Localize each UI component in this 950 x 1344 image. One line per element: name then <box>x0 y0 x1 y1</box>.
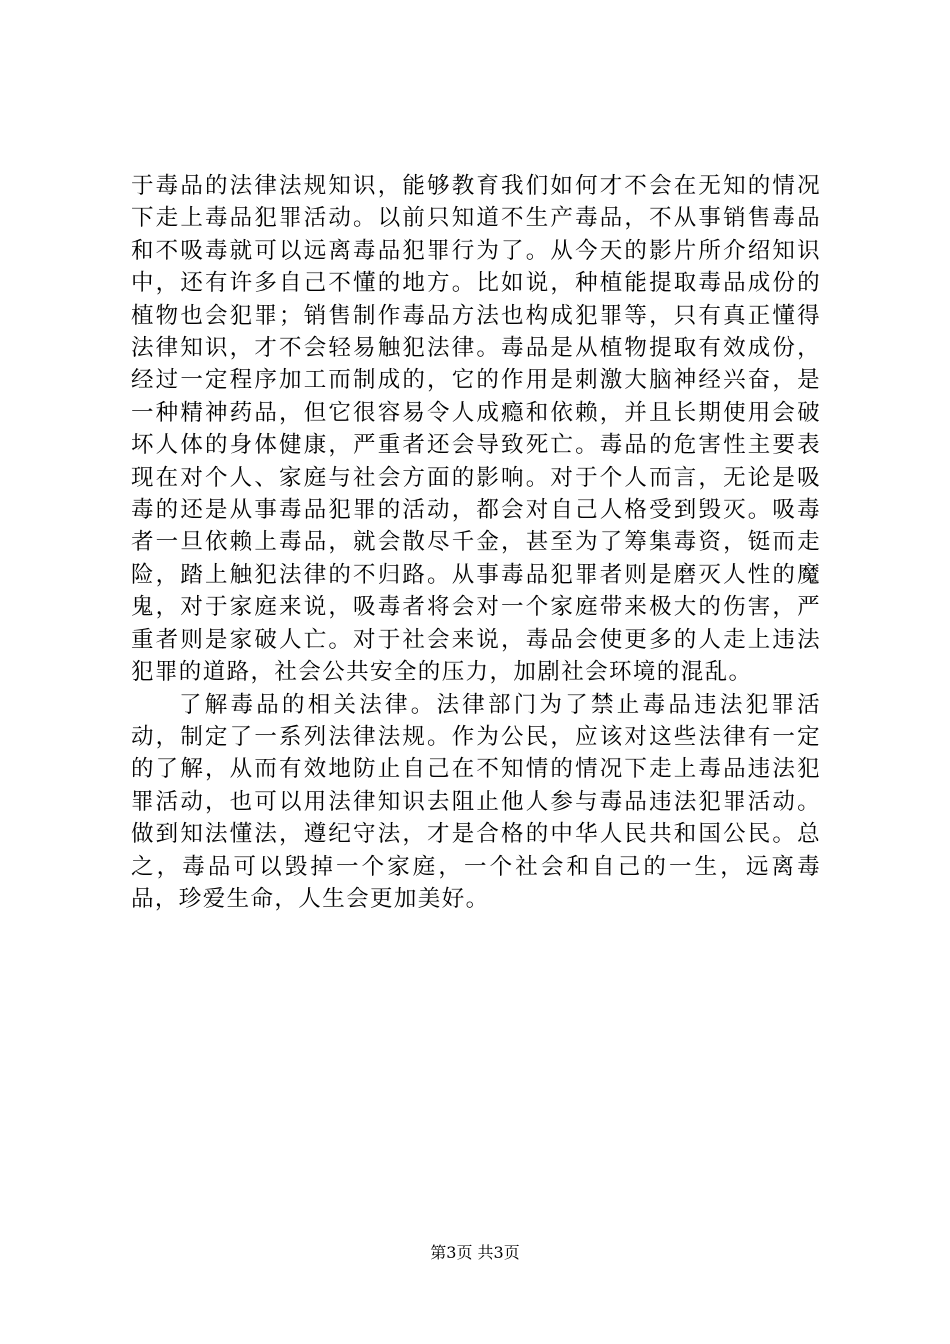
document-body <box>131 170 821 915</box>
paragraph-drug-harms: 于毒品的法律法规知识，能够教育我们如何才不会在无知的情况下走上毒品犯罪活动。以前只知道不生产毒品，不从事销售毒品和不吸毒就可以远离毒品犯罪行为了。从今天的影片所介绍知识中，还有许多自己不懂的地方。比如说，种植能提取毒品成份的植物也会犯罪；销售制作毒品方法也构成犯罪等，只有真正懂得法律知识，才不会轻易触犯法律。毒品是从植物提取有效成份，经过一定程序加工而制成的，它的作用是刺激大脑神经兴奋，是一种精神药品，但它很容易令人成瘾和依赖，并且长期使用会破坏人体的身体健康，严重者还会导致死亡。毒品的危害性主要表现在对个人、家庭与社会方面的影响。对于个人而言，无论是吸毒的还是从事毒品犯罪的活动，都会对自己人格受到毁灭。吸毒者一旦依赖上毒品，就会散尽千金，甚至为了筹集毒资，铤而走险，踏上触犯法律的不归路。从事毒品犯罪者则是磨灭人性的魔鬼，对于家庭来说，吸毒者将会对一个家庭带来极大的伤害，严重者则是家破人亡。对于社会来说，毒品会使更多的人走上违法犯罪的道路，社会公共安全的压力，加剧社会环境的混乱。 <box>131 173 821 686</box>
paragraph-drug-laws: 了解毒品的相关法律。法律部门为了禁止毒品违法犯罪活动，制定了一系列法律法规。作为公民，应该对这些法律有一定的了解，从而有效地防止自己在不知情的情况下走上毒品违法犯罪活动，也可以用法律知识去阻止他人参与毒品违法犯罪活动。做到知法懂法，遵纪守法，才是合格的中华人民共和国公民。总之，毒品可以毁掉一个家庭，一个社会和自己的一生，远离毒品，珍爱生命，人生会更加美好。 <box>131 691 821 912</box>
page-number-footer: 第3页 共3页 <box>430 1243 520 1262</box>
